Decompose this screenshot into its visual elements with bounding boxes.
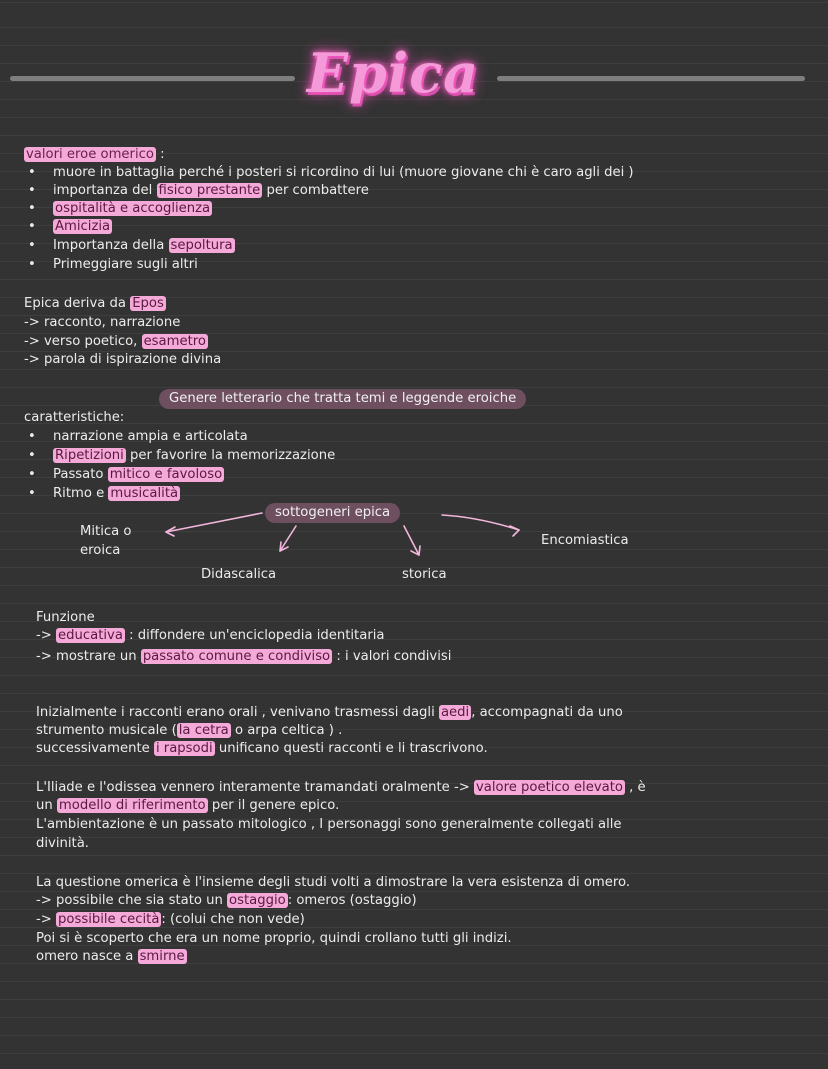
racconti-line-1 — [36, 704, 623, 722]
funzione-heading: Funzione — [36, 610, 95, 625]
funzione-line-1-tail: : diffondere un'enciclopedia identitaria — [124, 628, 385, 643]
arrow-storica-head — [411, 546, 420, 555]
questione-line-3 — [36, 911, 305, 929]
valori-item-3 — [53, 200, 212, 218]
racconti-line-3-text: successivamente — [36, 741, 154, 756]
questione-line-1: La questione omerica è l'insieme degli studi volti a dimostrare la vera esistenza di omero. — [36, 875, 631, 890]
bullet: • — [28, 467, 36, 482]
caratt-item-4-text: Ritmo e — [53, 486, 109, 501]
bullet: • — [28, 238, 36, 253]
epos-line-2-highlight: esametro — [143, 334, 206, 349]
racconti-line-2-tail: o arpa celtica ) . — [230, 723, 343, 738]
iliade-line-1-text: L'Iliade e l'odissea vennero interamente tramandati oralmente -> — [36, 780, 474, 795]
valori-item-6 — [53, 256, 198, 274]
bullet: • — [28, 219, 36, 234]
caratt-item-2 — [53, 447, 335, 465]
racconti-line-1-tail: , accompagnati da uno — [471, 705, 623, 720]
caratt-item-1-text: narrazione ampia e articolata — [53, 429, 248, 444]
epos-line-2-text: -> verso poetico, — [24, 334, 142, 349]
funzione-line-1 — [36, 627, 384, 645]
title-rule-right — [497, 76, 805, 81]
valori-item-6-text: Primeggiare sugli altri — [53, 257, 198, 272]
valori-heading-colon: : — [160, 147, 165, 162]
iliade-line-1-highlight: valore poetico elevato — [475, 780, 623, 795]
funzione-line-1-arrow: -> — [36, 628, 57, 643]
bullet: • — [28, 429, 36, 444]
valori-item-5 — [53, 237, 235, 255]
arrow-encomiastica — [442, 515, 519, 530]
questione-line-3-arrow: -> — [36, 912, 57, 927]
funzione-line-1-highlight: educativa — [58, 628, 123, 643]
sottogenere-eroica: eroica — [80, 543, 121, 558]
arrow-didascalica — [280, 526, 296, 551]
caratt-item-4 — [53, 485, 180, 503]
valori-item-3-highlight: ospitalità e accoglienza — [55, 201, 211, 216]
bullet: • — [28, 448, 36, 463]
arrow-storica — [404, 526, 419, 555]
caratt-item-1 — [53, 428, 248, 446]
caratteristiche-heading: caratteristiche: — [24, 410, 125, 425]
valori-item-4-highlight: Amicizia — [55, 219, 111, 234]
epos-intro-text: Epica deriva da — [24, 296, 131, 311]
questione-line-2 — [36, 892, 417, 910]
title-rule-left — [10, 76, 295, 81]
genere-pill: Genere letterario che tratta temi e leggende eroiche — [159, 389, 526, 409]
questione-line-5-text: omero nasce a — [36, 949, 138, 964]
racconti-line-2 — [36, 722, 342, 740]
racconti-line-3 — [36, 740, 488, 758]
epos-line-1: -> racconto, narrazione — [24, 315, 181, 330]
valori-item-4 — [53, 218, 112, 236]
sottogenere-didascalica: Didascalica — [201, 567, 277, 582]
questione-line-5 — [36, 948, 187, 966]
questione-line-4: Poi si è scoperto che era un nome proprio, quindi crollano tutti gli indizi. — [36, 931, 512, 946]
funzione-line-2-tail: : i valori condivisi — [332, 649, 452, 664]
valori-item-2-tail: per combattere — [262, 183, 369, 198]
caratt-item-2-highlight: Ripetizioni — [55, 448, 124, 463]
funzione-line-2 — [36, 648, 451, 666]
racconti-line-2-text: strumento musicale ( — [36, 723, 177, 738]
questione-line-2-text: -> possibile che sia stato un — [36, 893, 228, 908]
iliade-line-1-tail: , è — [624, 780, 646, 795]
epos-intro — [24, 295, 166, 313]
sottogeneri-pill: sottogeneri epica — [265, 503, 400, 523]
caratt-item-4-highlight: musicalità — [110, 486, 179, 501]
epos-line-3: -> parola di ispirazione divina — [24, 352, 222, 367]
page-title: Epica — [306, 41, 480, 105]
valori-item-2-highlight: fisico prestante — [158, 183, 261, 198]
funzione-line-2-text: -> mostrare un — [36, 649, 141, 664]
valori-item-1-text: muore in battaglia perché i posteri si ricordino di lui (muore giovane chi è caro agli dei ) — [53, 165, 634, 180]
iliade-line-2 — [36, 797, 339, 815]
iliade-line-2-highlight: modello di riferimento — [58, 798, 206, 813]
iliade-line-3: L'ambientazione è un passato mitologico , I personaggi sono generalmente collegati alle — [36, 817, 622, 832]
bullet: • — [28, 257, 36, 272]
racconti-line-1-text: Inizialmente i racconti erano orali , venivano trasmessi dagli — [36, 705, 439, 720]
arrow-didascalica-head — [280, 542, 288, 551]
racconti-line-1-highlight: aedi — [440, 705, 470, 720]
racconti-line-3-tail: unificano questi racconti e li trascrivono. — [214, 741, 488, 756]
caratt-item-3 — [53, 466, 224, 484]
caratt-item-2-tail: per favorire la memorizzazione — [125, 448, 336, 463]
valori-item-2-text: importanza del — [53, 183, 157, 198]
racconti-line-3-highlight: i rapsodi — [155, 741, 213, 756]
valori-item-1 — [53, 164, 634, 182]
valori-item-5-text: Importanza della — [53, 238, 169, 253]
questione-line-5-highlight: smirne — [139, 949, 185, 964]
valori-heading-text: valori eroe omerico — [26, 147, 154, 162]
arrow-encomiastica-head — [510, 526, 519, 536]
epos-line-2 — [24, 333, 208, 351]
sottogenere-mitica: Mitica o — [80, 524, 132, 539]
questione-line-3-tail: : (colui che non vede) — [161, 912, 305, 927]
iliade-line-2-tail: per il genere epico. — [207, 798, 340, 813]
bullet: • — [28, 201, 36, 216]
bullet: • — [28, 486, 36, 501]
caratt-item-3-highlight: mitico e favoloso — [109, 467, 223, 482]
arrow-mitica — [166, 513, 262, 532]
iliade-line-2-text: un — [36, 798, 57, 813]
epos-intro-highlight: Epos — [132, 296, 164, 311]
arrow-mitica-head — [166, 527, 175, 536]
sottogenere-storica: storica — [402, 567, 447, 582]
bullet: • — [28, 183, 36, 198]
iliade-line-1 — [36, 779, 646, 797]
caratt-item-3-text: Passato — [53, 467, 108, 482]
valori-heading — [24, 146, 165, 164]
valori-item-5-highlight: sepoltura — [170, 238, 233, 253]
questione-line-3-highlight: possibile cecità — [58, 912, 160, 927]
sottogenere-encomiastica: Encomiastica — [541, 533, 629, 548]
funzione-line-2-highlight: passato comune e condiviso — [142, 649, 331, 664]
racconti-line-2-highlight: la cetra — [178, 723, 229, 738]
bullet: • — [28, 165, 36, 180]
iliade-line-4: divinità. — [36, 836, 89, 851]
questione-line-2-highlight: ostaggio — [229, 893, 286, 908]
valori-item-2 — [53, 182, 369, 200]
questione-line-2-tail: : omeros (ostaggio) — [287, 893, 417, 908]
